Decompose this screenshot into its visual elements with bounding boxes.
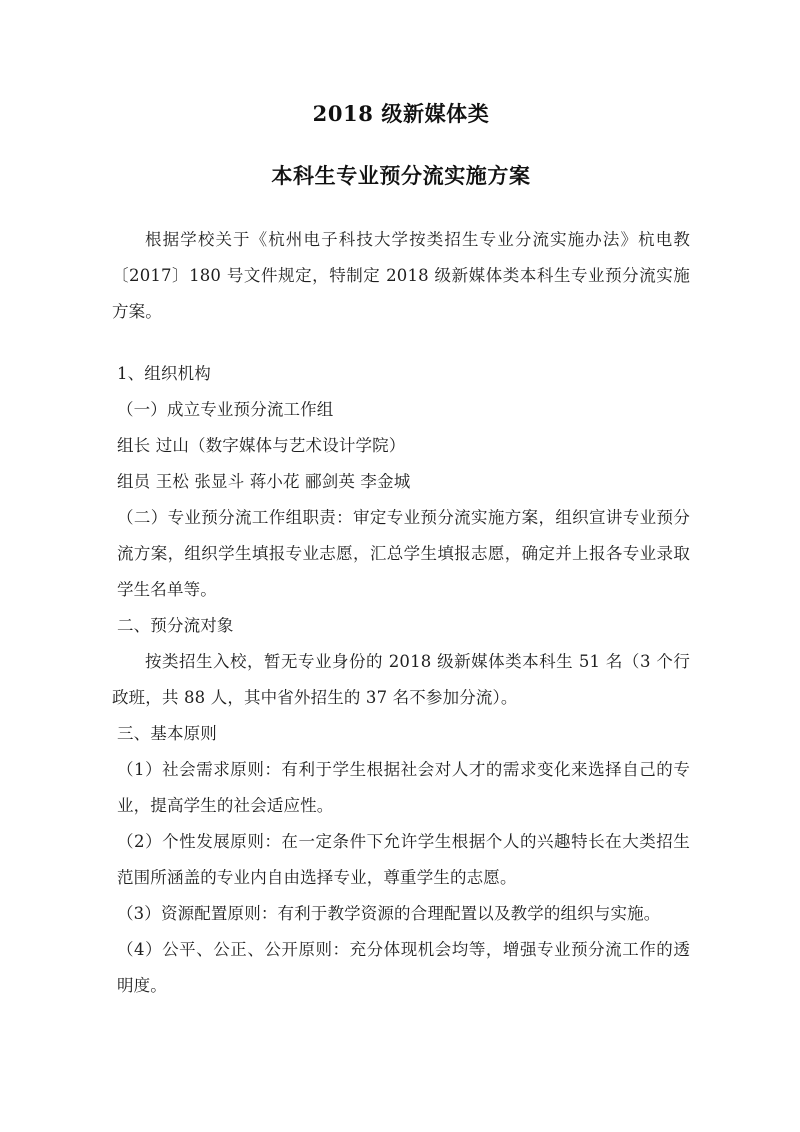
- document-title-line-2: 本科生专业预分流实施方案: [271, 163, 531, 188]
- organization-item-workgroup-establishment: （一）成立专业预分流工作组: [117, 400, 334, 419]
- principle-social-demand: （1）社会需求原则：有利于学生根据社会对人才的需求变化来选择自己的专业，提高学生的社会适应性。: [117, 760, 690, 815]
- document-title-line-1: 2018 级新媒体类: [312, 101, 490, 126]
- section-heading-organization: 1、组织机构: [117, 364, 211, 383]
- principle-individual-development: （2）个性发展原则：在一定条件下允许学生根据个人的兴趣特长在大类招生范围所涵盖的专业内自由选择专业，尊重学生的志愿。: [117, 832, 690, 887]
- intro-paragraph: 根据学校关于《杭州电子科技大学按类招生专业分流实施办法》杭电教〔2017〕180 号文件规定，特制定 2018 级新媒体类本科生专业预分流实施方案。: [112, 230, 690, 321]
- principle-fairness-openness: （4）公平、公正、公开原则：充分体现机会均等，增强专业预分流工作的透明度。: [117, 940, 690, 995]
- spacer-after-intro: [112, 330, 690, 356]
- principle-resource-allocation: （3）资源配置原则：有利于教学资源的合理配置以及教学的组织与实施。: [117, 904, 661, 923]
- section-heading-target-students: 二、预分流对象: [117, 616, 234, 635]
- document-content: [112, 96, 690, 1004]
- section-heading-basic-principles: 三、基本原则: [117, 724, 217, 743]
- organization-item-group-members: 组员 王松 张显斗 蒋小花 郦剑英 李金城: [117, 472, 411, 491]
- organization-item-workgroup-duties: （二）专业预分流工作组职责：审定专业预分流实施方案，组织宣讲专业预分流方案，组织学生填报专业志愿，汇总学生填报志愿，确定并上报各专业录取学生名单等。: [117, 508, 690, 599]
- organization-item-group-leader: 组长 过山（数字媒体与艺术设计学院）: [117, 436, 406, 455]
- target-students-description: 按类招生入校，暂无专业身份的 2018 级新媒体类本科生 51 名（3 个行政班，共 88 人，其中省外招生的 37 名不参加分流）。: [112, 652, 690, 707]
